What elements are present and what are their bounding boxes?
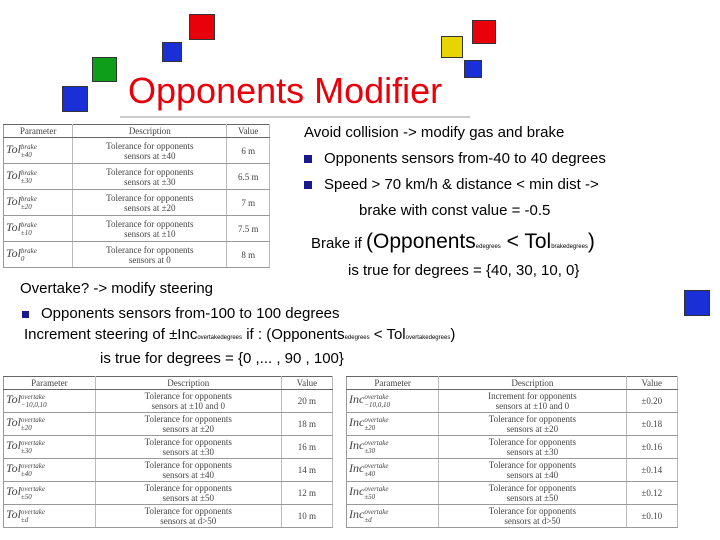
parameter-symbol: Inc [349,507,365,522]
parameter-superscript: overtake [364,416,389,424]
table-header-row [4,377,333,390]
brake-tol: < Tol [500,230,552,253]
parameter-superscript: overtake [364,462,389,470]
brake-close: ) [587,230,595,253]
column-header: Value [626,377,678,390]
parameter-cell [4,436,96,459]
parameter-subscript: ±40 [364,470,376,478]
overtake-increment-table [346,376,678,528]
value-cell: 6 m [227,138,270,164]
parameter-subscript: ±50 [20,493,32,501]
table-row [4,413,333,436]
parameter-subscript: ±d [364,516,372,524]
description-line-2: sensors at ±30 [162,447,214,457]
description-line-2: sensors at ±40 [506,470,559,480]
parameter-cell [4,190,73,216]
brake-prefix: Brake if [311,235,367,252]
value-cell: ±0.14 [626,459,678,482]
parameter-subscript: ±20 [20,424,32,432]
description-line-1: Tolerance for opponents [144,391,232,401]
deco-square-red-right [472,20,496,44]
parameter-cell [347,390,439,413]
description-line-2: sensors at ±20 [124,202,176,213]
parameter-superscript: overtake [20,439,46,447]
parameter-cell [4,242,73,268]
bullet-square-icon [22,311,29,318]
description-line-2: sensors at ±20 [162,424,214,434]
parameter-superscript: brake [20,168,37,177]
column-header: Value [227,125,270,138]
description-line-2: sensors at 0 [128,254,171,265]
parameter-cell [347,505,439,528]
parameter-cell [4,390,96,413]
description-line-1: Tolerance for opponents [488,414,577,424]
deco-square-red-top [189,14,215,40]
value-cell: 12 m [281,482,332,505]
description-line-1: Tolerance for opponents [106,166,194,177]
parameter-superscript: overtake [20,462,46,470]
table-row [4,390,333,413]
description-line-1: Tolerance for opponents [488,506,577,516]
description-line-2: sensors at ±30 [506,447,559,457]
description-line-1: Tolerance for opponents [144,483,232,493]
deco-square-blue-top [162,42,182,62]
parameter-subscript: ±30 [364,447,376,455]
bullet-square-icon [304,155,312,163]
parameter-symbol: Inc [349,438,365,453]
parameter-symbol: Tol [6,167,21,182]
description-line-1: Tolerance for opponents [106,140,194,151]
value-cell: 6.5 m [227,164,270,190]
parameter-superscript: overtake [20,393,46,401]
description-line-2: sensors at ±30 [124,176,176,187]
avoid-bullet-2-continued: brake with const value = -0.5 [359,202,551,219]
description-line-1: Tolerance for opponents [144,414,232,424]
value-cell: 8 m [227,242,270,268]
column-header: Parameter [4,377,96,390]
brake-formula [311,230,595,254]
table-row [4,505,333,528]
parameter-cell [347,436,439,459]
overtake-bullet-text: Opponents sensors from-100 to 100 degrees [41,305,340,322]
parameter-symbol: Tol [6,193,21,208]
parameter-subscript: ±40 [20,150,32,159]
column-header: Description [73,125,227,138]
parameter-symbol: Tol [6,415,21,430]
parameter-subscript: ±30 [20,176,32,185]
title-underline [120,116,470,118]
value-cell: 10 m [281,505,332,528]
description-cell [73,164,227,190]
avoid-bullet-1 [304,150,606,167]
description-cell [439,482,626,505]
avoid-heading: Avoid collision -> modify gas and brake [304,124,565,141]
inc-sub-1: overtakedegrees [197,335,243,341]
inc-prefix: Increment steering of ±Inc [24,326,198,343]
parameter-cell [4,164,73,190]
table-row [347,482,678,505]
parameter-symbol: Inc [349,415,365,430]
parameter-cell [347,413,439,436]
parameter-cell [347,459,439,482]
parameter-cell [4,459,96,482]
description-line-2: sensors at ±10 and 0 [495,401,570,411]
table-row [4,242,270,268]
value-cell: 18 m [281,413,332,436]
inc-close: ) [450,326,456,343]
description-line-2: sensors at ±20 [506,424,559,434]
inc-sub-3: overtakedegrees [405,335,451,341]
description-line-1: Tolerance for opponents [144,437,232,447]
deco-square-blue-right [464,60,482,78]
table-row [347,390,678,413]
bullet-square-icon [304,181,312,189]
parameter-symbol: Inc [349,392,365,407]
parameter-superscript: brake [20,220,37,229]
description-cell [439,413,626,436]
deco-square-blue-mid [684,290,710,316]
overtake-tolerance-table [3,376,333,528]
description-line-1: Tolerance for opponents [488,437,577,447]
parameter-superscript: brake [20,142,37,151]
description-line-1: Tolerance for opponents [144,460,232,470]
parameter-subscript: ±20 [20,202,32,211]
deco-square-green-left [92,57,117,82]
value-cell: ±0.10 [626,505,678,528]
parameter-symbol: Tol [6,507,21,522]
increment-condition: is true for degrees = {0 ,... , 90 , 100} [100,350,344,367]
avoid-bullet-2-text: Speed > 70 km/h & distance < min dist -> [324,176,599,193]
table-row [4,216,270,242]
column-header: Parameter [347,377,439,390]
brake-sub-2: brakedegrees [551,244,588,250]
table-row [4,190,270,216]
parameter-superscript: overtake [20,416,46,424]
parameter-superscript: brake [20,194,37,203]
description-cell [73,190,227,216]
table-row [4,459,333,482]
table-row [347,436,678,459]
brake-sub-1: edegrees [475,244,501,250]
description-cell [95,505,281,528]
value-cell: 20 m [281,390,332,413]
inc-tol: < Tol [369,326,406,343]
table-header-row [347,377,678,390]
parameter-cell [4,505,96,528]
avoid-bullet-2 [304,176,599,193]
deco-square-yellow-right [441,36,463,58]
parameter-superscript: overtake [20,485,46,493]
parameter-symbol: Inc [349,461,365,476]
description-cell [73,216,227,242]
parameter-superscript: brake [20,246,37,255]
table-row [347,459,678,482]
description-line-1: Tolerance for opponents [106,192,194,203]
table-row [4,138,270,164]
description-line-1: Tolerance for opponents [106,244,194,255]
parameter-cell [4,482,96,505]
table-row [4,164,270,190]
column-header: Description [439,377,626,390]
table-row [347,413,678,436]
description-cell [73,138,227,164]
column-header: Parameter [4,125,73,138]
value-cell: 14 m [281,459,332,482]
parameter-subscript: ±10 [20,228,32,237]
description-line-2: sensors at ±50 [506,493,559,503]
value-cell: 7 m [227,190,270,216]
table-row [4,436,333,459]
parameter-cell [4,216,73,242]
description-line-2: sensors at ±10 and 0 [151,401,225,411]
parameter-superscript: overtake [364,439,389,447]
description-line-2: sensors at ±40 [162,470,214,480]
value-cell: 7.5 m [227,216,270,242]
overtake-heading: Overtake? -> modify steering [20,280,214,297]
parameter-symbol: Tol [6,245,21,260]
description-line-1: Tolerance for opponents [106,218,194,229]
parameter-superscript: overtake [364,485,389,493]
parameter-symbol: Tol [6,141,21,156]
description-cell [95,390,281,413]
parameter-superscript: overtake [20,508,46,516]
brake-opponents: (Opponents [366,230,476,253]
parameter-superscript: overtake [364,393,389,401]
parameter-subscript: 0 [20,254,25,263]
parameter-cell [4,413,96,436]
table-header-row [4,125,270,138]
value-cell: ±0.16 [626,436,678,459]
description-line-1: Tolerance for opponents [488,460,577,470]
parameter-cell [4,138,73,164]
parameter-subscript: ±30 [20,447,32,455]
description-line-2: sensors at d>50 [160,516,217,526]
overtake-bullet [22,305,340,322]
description-line-2: sensors at ±50 [162,493,214,503]
value-cell: ±0.12 [626,482,678,505]
parameter-superscript: overtake [364,508,389,516]
description-cell [95,436,281,459]
parameter-symbol: Inc [349,484,365,499]
deco-square-blue-left [62,86,88,112]
increment-formula [24,326,455,343]
value-cell: ±0.18 [626,413,678,436]
description-line-2: sensors at ±10 [124,228,176,239]
value-cell: 16 m [281,436,332,459]
avoid-bullet-1-text: Opponents sensors from-40 to 40 degrees [324,150,606,167]
inc-mid: if : (Opponents [242,326,345,343]
description-cell [439,505,626,528]
parameter-subscript: ±50 [364,493,376,501]
column-header: Description [95,377,281,390]
description-line-1: Tolerance for opponents [144,506,232,516]
inc-sub-2: edegrees [344,335,370,341]
description-cell [95,459,281,482]
description-cell [95,413,281,436]
parameter-subscript: ±20 [364,424,376,432]
parameter-symbol: Tol [6,438,21,453]
description-cell [95,482,281,505]
description-line-2: sensors at ±40 [124,150,176,161]
value-cell: ±0.20 [626,390,678,413]
description-cell [439,390,626,413]
slide-title: Opponents Modifier [128,70,443,111]
brake-condition: is true for degrees = {40, 30, 10, 0} [348,262,580,279]
parameter-subscript: ±d [20,516,29,524]
description-line-1: Tolerance for opponents [488,483,577,493]
parameter-subscript: −10,0,10 [364,401,391,409]
parameter-cell [347,482,439,505]
parameter-subscript: −10,0,10 [20,401,47,409]
table-row [4,482,333,505]
description-cell [73,242,227,268]
parameter-symbol: Tol [6,484,21,499]
parameter-subscript: ±40 [20,470,32,478]
table-row [347,505,678,528]
column-header: Value [281,377,332,390]
description-line-2: sensors at d>50 [504,516,561,526]
parameter-symbol: Tol [6,461,21,476]
brake-tolerance-table [3,124,270,268]
parameter-symbol: Tol [6,219,21,234]
parameter-symbol: Tol [6,392,21,407]
description-line-1: Increment for opponents [488,391,577,401]
description-cell [439,459,626,482]
description-cell [439,436,626,459]
